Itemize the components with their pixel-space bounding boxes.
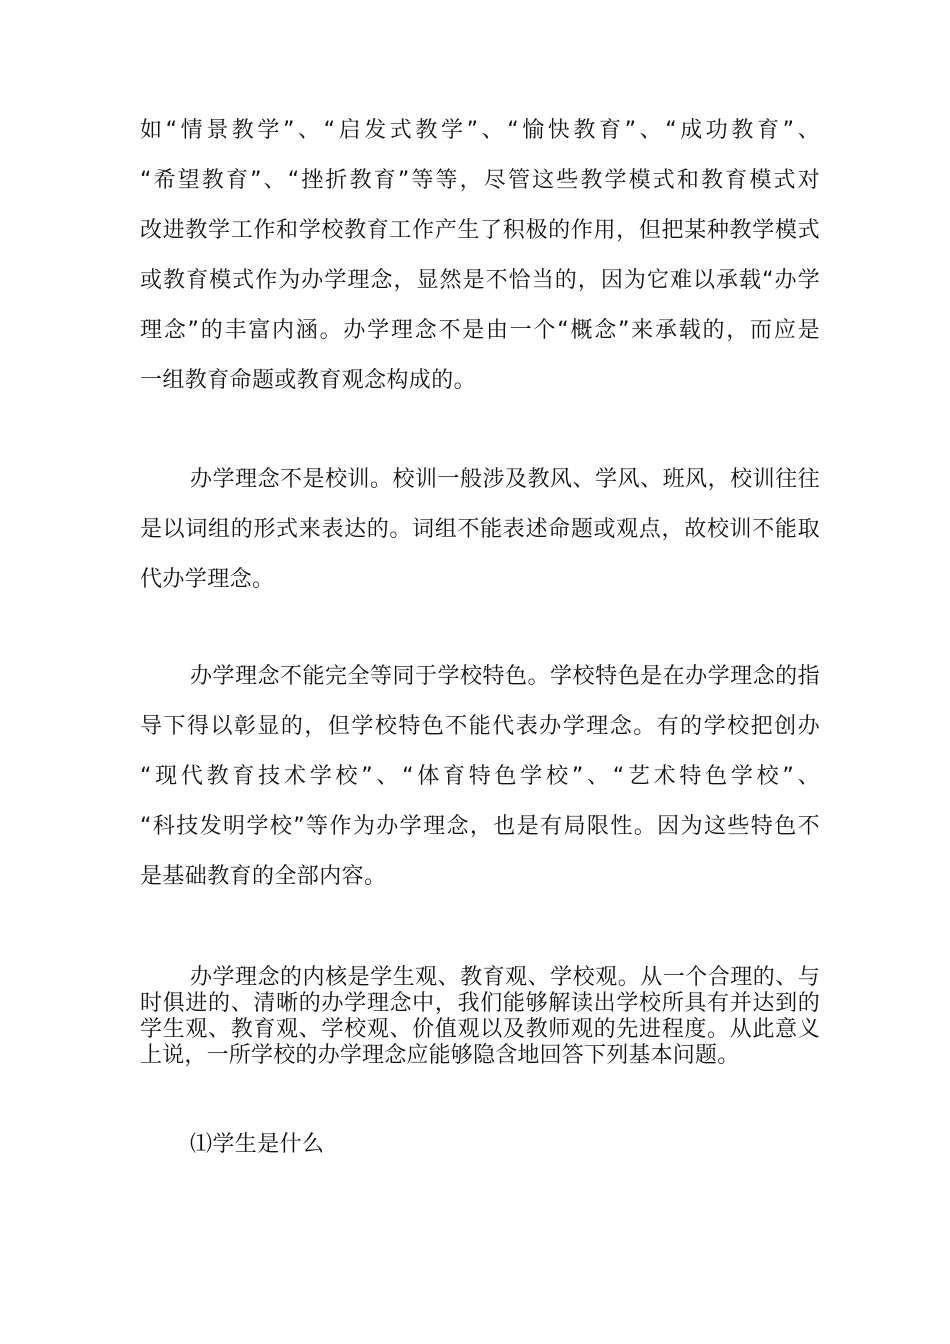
paragraph-line: 时俱进的、清晰的办学理念中，我们能够解读出学校所具有并达到的	[140, 991, 820, 1016]
paragraph-line: 办学理念不能完全等同于学校特色。学校特色是在办学理念的指	[190, 664, 820, 689]
paragraph-line: 上说，一所学校的办学理念应能够隐含地回答下列基本问题。	[140, 1043, 740, 1068]
paragraph-line: 办学理念不是校训。校训一般涉及教风、学风、班风，校训往往	[190, 467, 820, 492]
paragraph-line: 导下得以彰显的，但学校特色不能代表办学理念。有的学校把创办	[140, 714, 820, 739]
list-item-heading: ⑴学生是什么	[190, 1132, 325, 1157]
paragraph-line: 一组教育命题或教育观念构成的。	[140, 368, 477, 393]
paragraph-line: “希望教育”、“挫折教育”等等，尽管这些教学模式和教育模式对	[140, 168, 820, 193]
paragraph-line: 理念”的丰富内涵。办学理念不是由一个“概念”来承载的，而应是	[140, 318, 820, 343]
paragraph-line: 或教育模式作为办学理念，显然是不恰当的，因为它难以承载“办学	[140, 268, 820, 293]
paragraph-line: 办学理念的内核是学生观、教育观、学校观。从一个合理的、与	[190, 965, 820, 990]
paragraph-line: 是基础教育的全部内容。	[140, 864, 387, 889]
paragraph-line: 如“情景教学”、“启发式教学”、“愉快教育”、“成功教育”、	[140, 118, 820, 143]
paragraph-line: 改进教学工作和学校教育工作产生了积极的作用，但把某种教学模式	[140, 218, 820, 243]
paragraph-line: 是以词组的形式来表达的。词组不能表述命题或观点，故校训不能取	[140, 517, 820, 542]
paragraph-line: 代办学理念。	[140, 567, 275, 592]
paragraph-line: “现代教育技术学校”、“体育特色学校”、“艺术特色学校”、	[140, 764, 820, 789]
paragraph-line: “科技发明学校”等作为办学理念，也是有局限性。因为这些特色不	[140, 814, 820, 839]
paragraph-line: 学生观、教育观、学校观、价值观以及教师观的先进程度。从此意义	[140, 1017, 820, 1042]
